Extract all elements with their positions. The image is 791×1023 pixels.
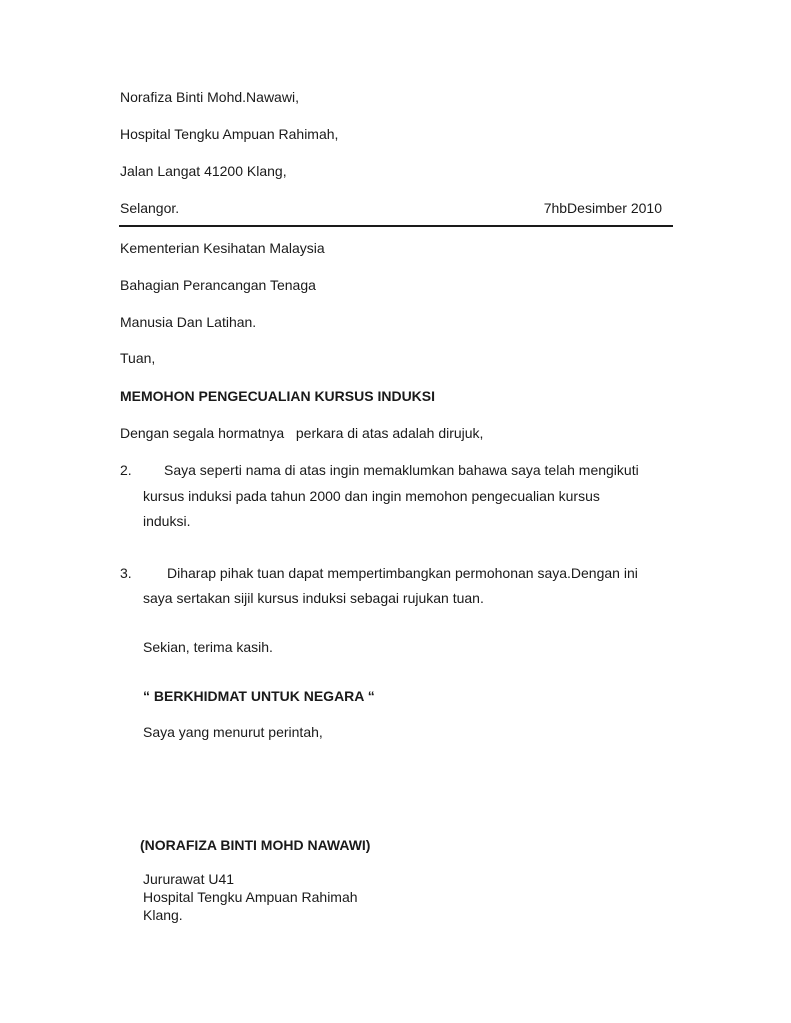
recipient-line-3: Manusia Dan Latihan. xyxy=(120,314,257,330)
signatory-name: (NORAFIZA BINTI MOHD NAWAWI) xyxy=(140,837,371,853)
sign-off: Saya yang menurut perintah, xyxy=(143,724,323,740)
paragraph-3-number: 3. xyxy=(120,565,132,581)
motto: “ BERKHIDMAT UNTUK NEGARA “ xyxy=(143,688,375,704)
sender-name: Norafiza Binti Mohd.Nawawi, xyxy=(120,89,299,105)
signatory-town: Klang. xyxy=(143,907,183,923)
signatory-hospital: Hospital Tengku Ampuan Rahimah xyxy=(143,889,358,905)
paragraph-3-line-1: Diharap pihak tuan dapat mempertimbangkan permohonan saya.Dengan ini xyxy=(167,565,638,581)
sender-hospital: Hospital Tengku Ampuan Rahimah, xyxy=(120,126,339,142)
recipient-line-1: Kementerian Kesihatan Malaysia xyxy=(120,240,325,256)
sender-street: Jalan Langat 41200 Klang, xyxy=(120,163,287,179)
paragraph-2-line-1: Saya seperti nama di atas ingin memaklumkan bahawa saya telah mengikuti xyxy=(164,462,639,478)
closing-remark: Sekian, terima kasih. xyxy=(143,639,273,655)
paragraph-2-line-2: kursus induksi pada tahun 2000 dan ingin memohon pengecualian kursus xyxy=(143,488,600,504)
subject-heading: MEMOHON PENGECUALIAN KURSUS INDUKSI xyxy=(120,388,436,404)
opening-sentence: Dengan segala hormatnya perkara di atas adalah dirujuk, xyxy=(120,425,484,441)
paragraph-2-line-3: induksi. xyxy=(143,513,191,529)
letter-date: 7hbDesimber 2010 xyxy=(543,200,662,216)
sender-state: Selangor. xyxy=(120,200,180,216)
recipient-line-2: Bahagian Perancangan Tenaga xyxy=(120,277,316,293)
paragraph-2-number: 2. xyxy=(120,462,132,478)
signatory-position: Jururawat U41 xyxy=(143,871,235,887)
header-divider xyxy=(119,225,673,227)
salutation: Tuan, xyxy=(120,350,156,366)
paragraph-3-line-2: saya sertakan sijil kursus induksi sebagai rujukan tuan. xyxy=(143,590,484,606)
